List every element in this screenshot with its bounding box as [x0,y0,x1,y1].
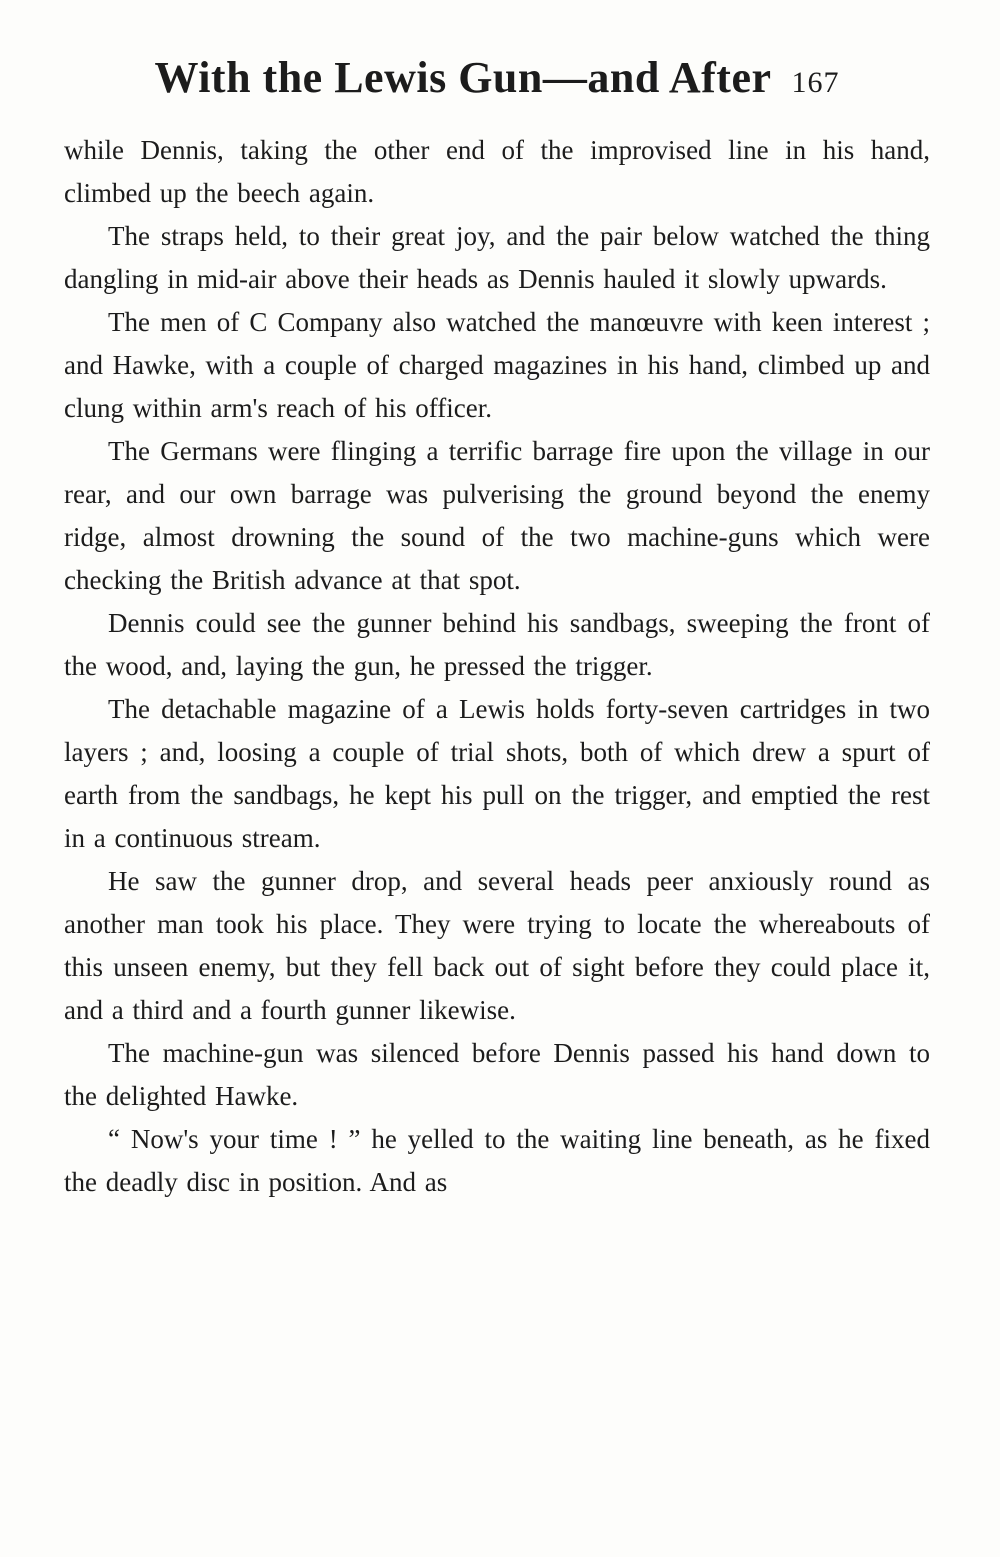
paragraph: The straps held, to their great joy, and the pair below watched the thing dangling in mid-air above their heads as Dennis hauled it slowly upwards. [64,221,930,294]
paragraph: The men of C Company also watched the manœuvre with keen interest ; and Hawke, with a couple of charged magazines in his hand, climbed up and clung within arm's reach of his officer. [64,307,930,423]
paragraph: The detachable magazine of a Lewis holds forty-seven cartridges in two layers ; and, loosing a couple of trial shots, both of which drew a spurt of earth from the sandbags, he kept his pull on the trigger, and emptied the rest in a continuous stream. [64,694,930,853]
paragraph: while Dennis, taking the other end of the improvised line in his hand, climbed up the beech again. [64,135,930,208]
page-number: 167 [791,66,840,99]
paragraph: Dennis could see the gunner behind his sandbags, sweeping the front of the wood, and, laying the gun, he pressed the trigger. [64,608,930,681]
paragraph: The machine-gun was silenced before Dennis passed his hand down to the delighted Hawke. [64,1038,930,1111]
page-header [64,52,930,103]
paragraph: He saw the gunner drop, and several heads peer anxiously round as another man took his place. They were trying to locate the whereabouts of this unseen enemy, but they fell back out of sight before they could place it, and a third and a fourth gunner likewise. [64,866,930,1025]
paragraph: “ Now's your time ! ” he yelled to the waiting line beneath, as he fixed the deadly disc in position. And as [64,1124,930,1197]
running-title: With the Lewis Gun—and After [154,53,772,102]
paragraph: The Germans were flinging a terrific barrage fire upon the village in our rear, and our own barrage was pulverising the ground beyond the enemy ridge, almost drowning the sound of the two machine-guns which were checking the British advance at that spot. [64,436,930,595]
text-block [64,129,930,1204]
